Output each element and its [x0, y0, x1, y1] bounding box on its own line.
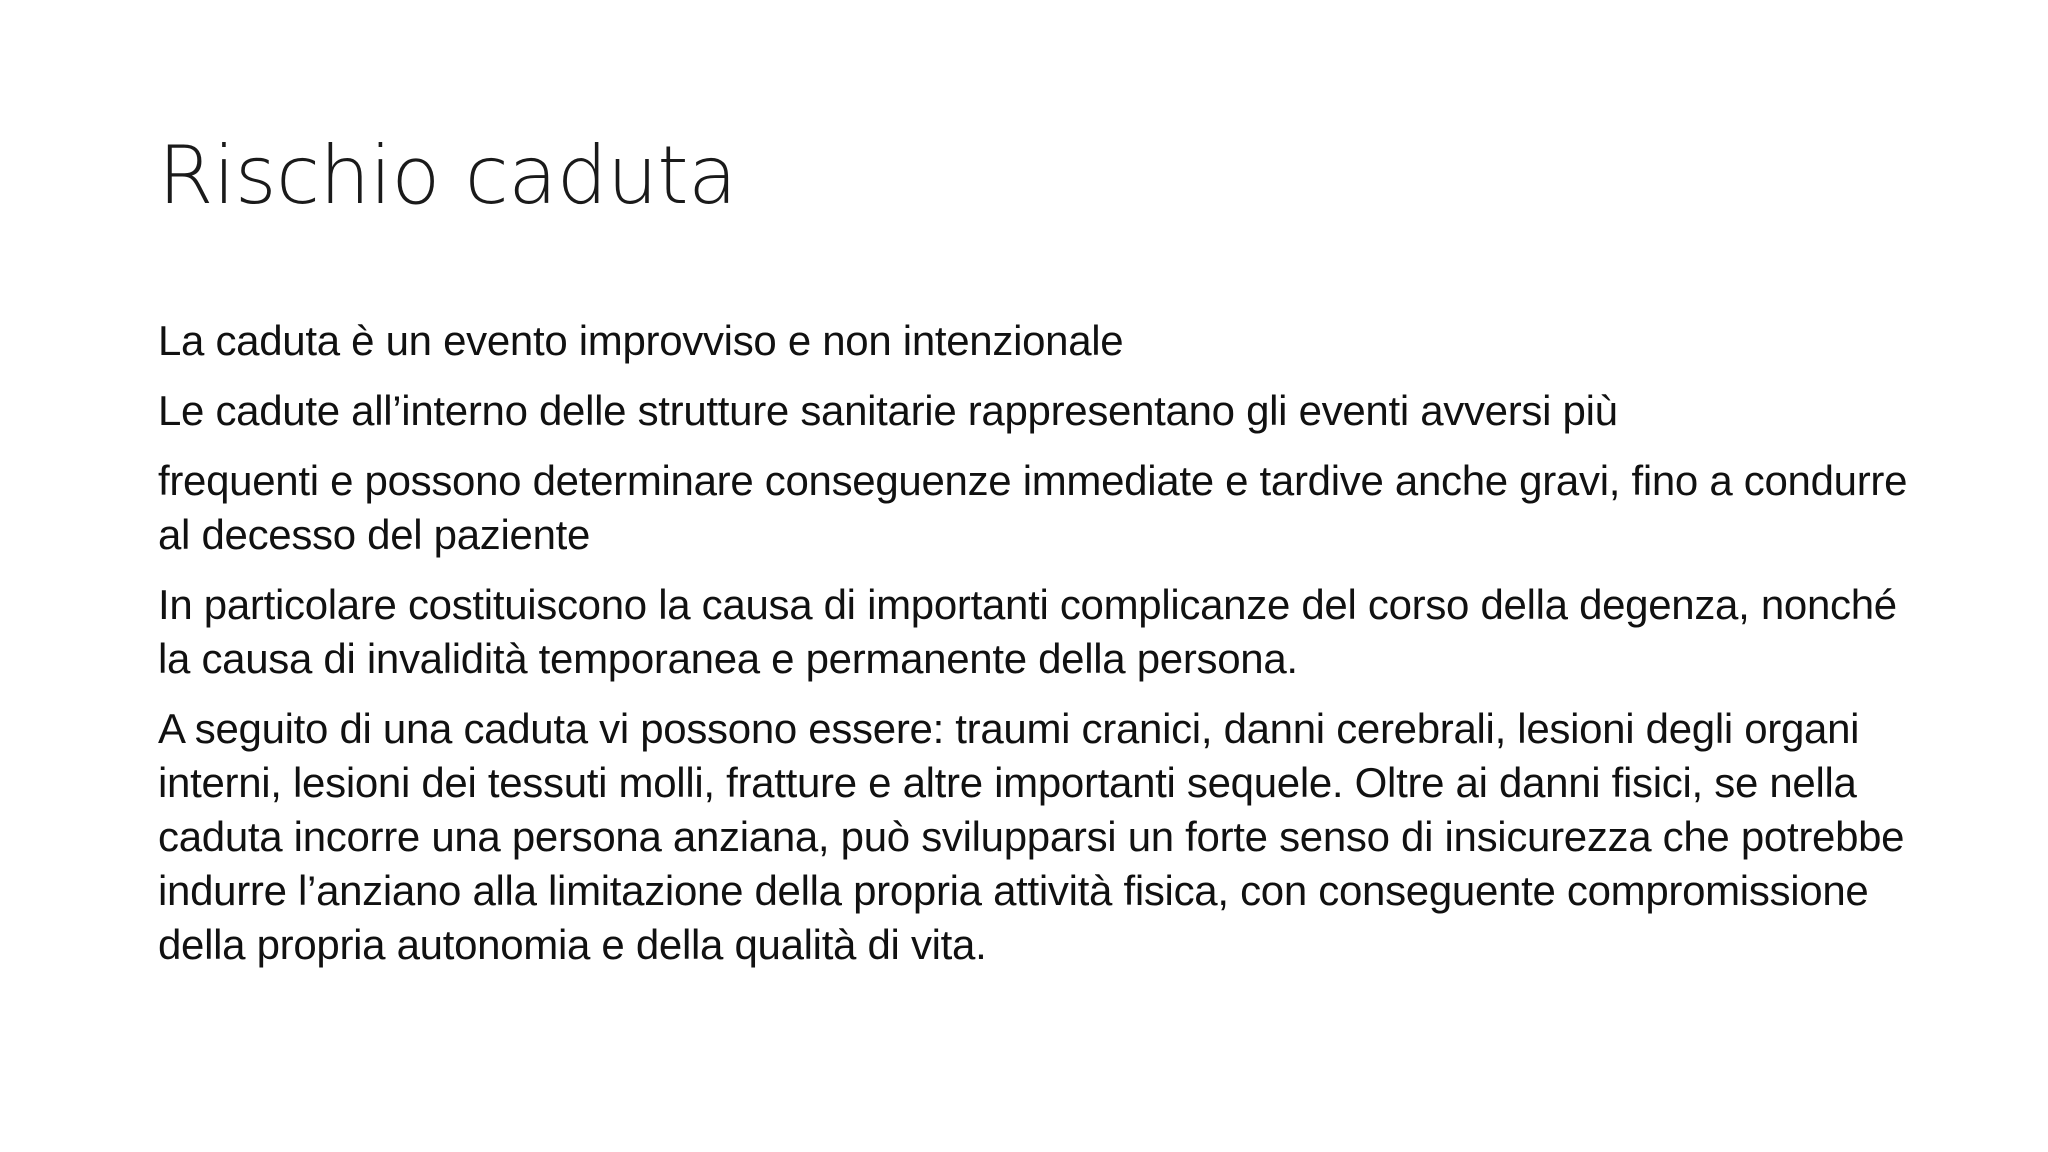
body-paragraph-5: A seguito di una caduta vi possono essere: traumi cranici, danni cerebrali, lesioni degli organi interni, lesioni dei tessuti molli, fratture e altre importanti sequele. Oltre ai danni fisici, se nella caduta incorre una persona anziana, può svilupparsi un forte senso di insicurezza che potrebbe indurre l’anziano alla limitazione della propria attività fisica, con conseguente compromissione della propria autonomia e della qualità di vita.: [158, 705, 1905, 968]
slide-title: Rischio caduta: [158, 129, 737, 222]
body-paragraph-4: In particolare costituiscono la causa di importanti complicanze del corso della degenza, nonché la causa di invalidità temporanea e permanente della persona.: [158, 581, 1897, 682]
body-paragraph-2: Le cadute all’interno delle strutture sanitarie rappresentano gli eventi avversi più: [158, 387, 1618, 434]
body-paragraph-3: frequenti e possono determinare conseguenze immediate e tardive anche gravi, fino a condurre al decesso del paziente: [158, 457, 1908, 558]
body-paragraph-1: La caduta è un evento improvviso e non intenzionale: [158, 317, 1124, 364]
slide-body: [158, 314, 1918, 988]
